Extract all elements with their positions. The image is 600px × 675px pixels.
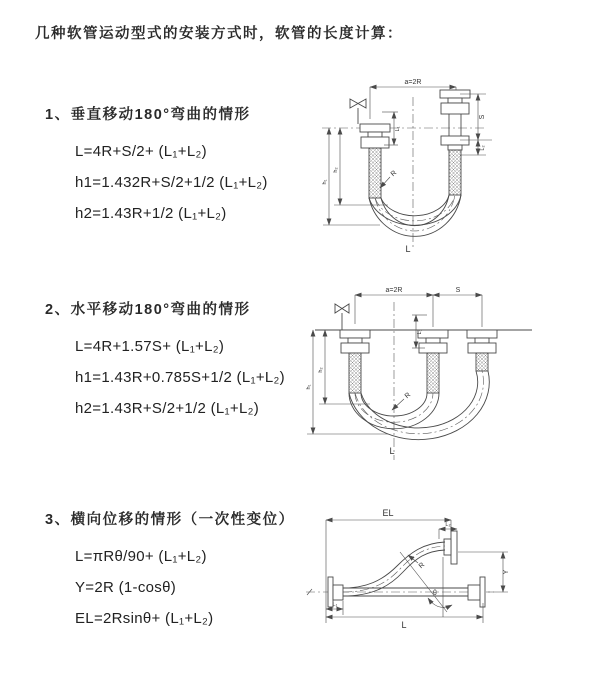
formula-h1: h1=1.43R+0.785S+1/2 (L₁+L₂) [75,369,285,386]
valve-icon [335,304,349,330]
valve-icon [350,99,366,124]
angle-callout [400,552,452,617]
diagram-vertical-movement-180-bend [310,75,600,255]
dim-label-l2: L₂ [445,522,451,528]
hose-curves [349,371,489,440]
radius-callout [408,555,426,570]
dim-length [326,603,483,630]
dim-label-l: L [401,620,407,630]
dim-el [326,508,451,623]
formula-length: L=4R+S/2+ (L₁+L₂) [75,143,207,160]
braided-hose-section [449,150,461,195]
left-flange-fitting [360,124,390,198]
dim-label-y: Y [503,569,510,575]
radius-label: R [403,391,413,401]
dim-label-a2r: a=2R [385,287,403,294]
formula-h2: h2=1.43R+S/2+1/2 (L₁+L₂) [75,400,260,417]
angle-label: θ [433,590,437,597]
formula-length: L=πRθ/90+ (L₁+L₂) [75,548,207,565]
section-lateral-displacement [45,508,295,634]
right-flange-fitting [440,90,470,195]
formula-h2: h2=1.43R+1/2 (L₁+L₂) [75,205,227,222]
dim-label-el: EL [382,508,394,518]
section-heading: 2、水平移动180°弯曲的情形 [45,302,251,318]
radius-label: R [389,169,399,179]
section-horizontal-movement [45,298,285,424]
dim-label-h2: h₂ [333,167,339,173]
dim-label-s: S [455,287,461,294]
middle-flange-fitting [418,330,448,393]
diagram-horizontal-movement-180-bend [300,282,600,467]
upper-flange-fitting [444,531,457,564]
length-label: L [405,244,411,254]
section-heading: 3、横向位移的情形（一次性变位） [45,512,295,528]
length-label: L [389,446,395,456]
section-vertical-movement [45,103,268,229]
formula-y: Y=2R (1-cosθ) [75,579,177,596]
page-title: 几种软管运动型式的安装方式时，软管的长度计算： [35,26,403,42]
dim-label-l1: L₁ [332,602,338,608]
dim-label-s: S [479,114,486,120]
left-flange-fitting [340,330,370,393]
dim-label-h2: h₂ [318,367,324,373]
radius-callout [392,392,412,410]
dim-label-h1: h₁ [322,179,328,185]
dim-label-l1: L₁ [395,126,401,132]
dim-width-a2r [355,287,482,327]
radius-label: R [417,561,427,571]
dim-label-h1: h₁ [306,384,312,390]
braided-hose-section [369,148,381,198]
diagram-lateral-displacement [298,505,598,655]
formula-h1: h1=1.432R+S/2+1/2 (L₁+L₂) [75,174,268,191]
hose-curves [369,195,461,236]
section-heading: 1、垂直移动180°弯曲的情形 [45,107,251,123]
formula-length: L=4R+1.57S+ (L₁+L₂) [75,338,225,355]
formula-el: EL=2Rsinθ+ (L₁+L₂) [75,610,214,627]
right-flange-fitting [467,330,497,371]
dim-label-l1: L₁ [417,329,423,335]
dim-label-l2: L₂ [480,145,486,151]
dim-label-a2r: a=2R [404,79,422,86]
radius-callout [380,170,398,188]
